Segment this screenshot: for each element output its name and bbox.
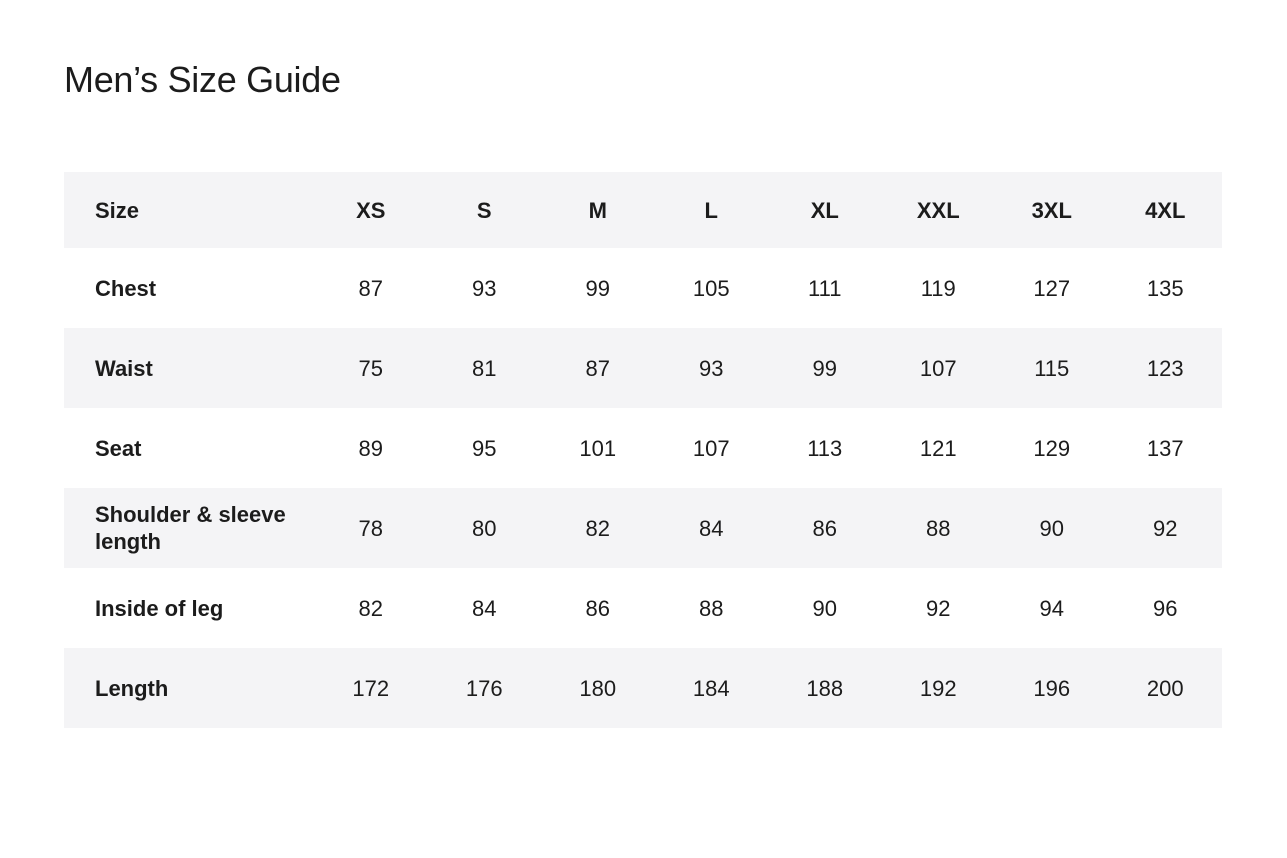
cell: 192 bbox=[919, 675, 957, 701]
cell: 123 bbox=[1146, 355, 1184, 381]
cell: 92 bbox=[926, 595, 951, 621]
cell: 129 bbox=[1033, 435, 1071, 461]
cell: 105 bbox=[692, 275, 730, 301]
cell: 95 bbox=[472, 435, 497, 461]
row-label: Length bbox=[95, 675, 169, 701]
column-header-size: Size bbox=[95, 197, 140, 223]
cell: 172 bbox=[352, 675, 390, 701]
column-header-s: S bbox=[476, 197, 492, 223]
cell: 75 bbox=[358, 355, 383, 381]
cell: 94 bbox=[1039, 595, 1064, 621]
cell: 176 bbox=[465, 675, 503, 701]
cell: 81 bbox=[472, 355, 497, 381]
cell: 96 bbox=[1153, 595, 1178, 621]
cell: 180 bbox=[579, 675, 617, 701]
column-header-xxl: XXL bbox=[916, 197, 960, 223]
cell: 111 bbox=[808, 275, 842, 301]
cell: 107 bbox=[692, 435, 730, 461]
page-title: Men’s Size Guide bbox=[64, 59, 341, 100]
cell: 119 bbox=[920, 275, 956, 301]
cell: 78 bbox=[358, 515, 383, 541]
table-row-chest bbox=[64, 248, 1222, 328]
column-header-m: M bbox=[588, 197, 607, 223]
cell: 90 bbox=[812, 595, 837, 621]
size-table bbox=[64, 172, 1222, 728]
row-label: Inside of leg bbox=[95, 595, 224, 621]
table-row-length bbox=[64, 648, 1222, 728]
column-header-4xl: 4XL bbox=[1145, 197, 1186, 223]
column-header-xl: XL bbox=[810, 197, 839, 223]
row-label: Chest bbox=[95, 275, 157, 301]
cell: 184 bbox=[692, 675, 730, 701]
cell: 88 bbox=[699, 595, 724, 621]
cell: 86 bbox=[812, 515, 837, 541]
cell: 137 bbox=[1146, 435, 1184, 461]
cell: 115 bbox=[1034, 355, 1070, 381]
column-header-3xl: 3XL bbox=[1031, 197, 1072, 223]
cell: 196 bbox=[1033, 675, 1071, 701]
row-label: Seat bbox=[95, 435, 142, 461]
row-label: Waist bbox=[95, 355, 153, 381]
table-row-inside-of-leg bbox=[64, 568, 1222, 648]
cell: 93 bbox=[699, 355, 724, 381]
cell: 82 bbox=[585, 515, 610, 541]
table-row-seat bbox=[64, 408, 1222, 488]
cell: 90 bbox=[1039, 515, 1064, 541]
cell: 99 bbox=[585, 275, 610, 301]
table-header-row bbox=[64, 172, 1222, 248]
cell: 113 bbox=[807, 435, 843, 461]
cell: 135 bbox=[1146, 275, 1184, 301]
cell: 92 bbox=[1153, 515, 1178, 541]
cell: 84 bbox=[472, 595, 497, 621]
cell: 82 bbox=[358, 595, 383, 621]
cell: 101 bbox=[579, 435, 617, 461]
cell: 188 bbox=[806, 675, 844, 701]
table-row-shoulder-sleeve-length bbox=[64, 488, 1222, 568]
cell: 80 bbox=[472, 515, 497, 541]
cell: 84 bbox=[699, 515, 724, 541]
cell: 121 bbox=[919, 435, 957, 461]
column-header-l: L bbox=[704, 197, 718, 223]
row-label: Shoulder & sleeve length bbox=[95, 502, 286, 554]
cell: 87 bbox=[585, 355, 610, 381]
cell: 87 bbox=[358, 275, 383, 301]
cell: 93 bbox=[472, 275, 497, 301]
cell: 89 bbox=[358, 435, 383, 461]
cell: 107 bbox=[919, 355, 957, 381]
cell: 200 bbox=[1146, 675, 1184, 701]
table-row-waist bbox=[64, 328, 1222, 408]
cell: 99 bbox=[812, 355, 837, 381]
cell: 86 bbox=[585, 595, 610, 621]
cell: 127 bbox=[1033, 275, 1071, 301]
cell: 88 bbox=[926, 515, 951, 541]
column-header-xs: XS bbox=[356, 197, 386, 223]
